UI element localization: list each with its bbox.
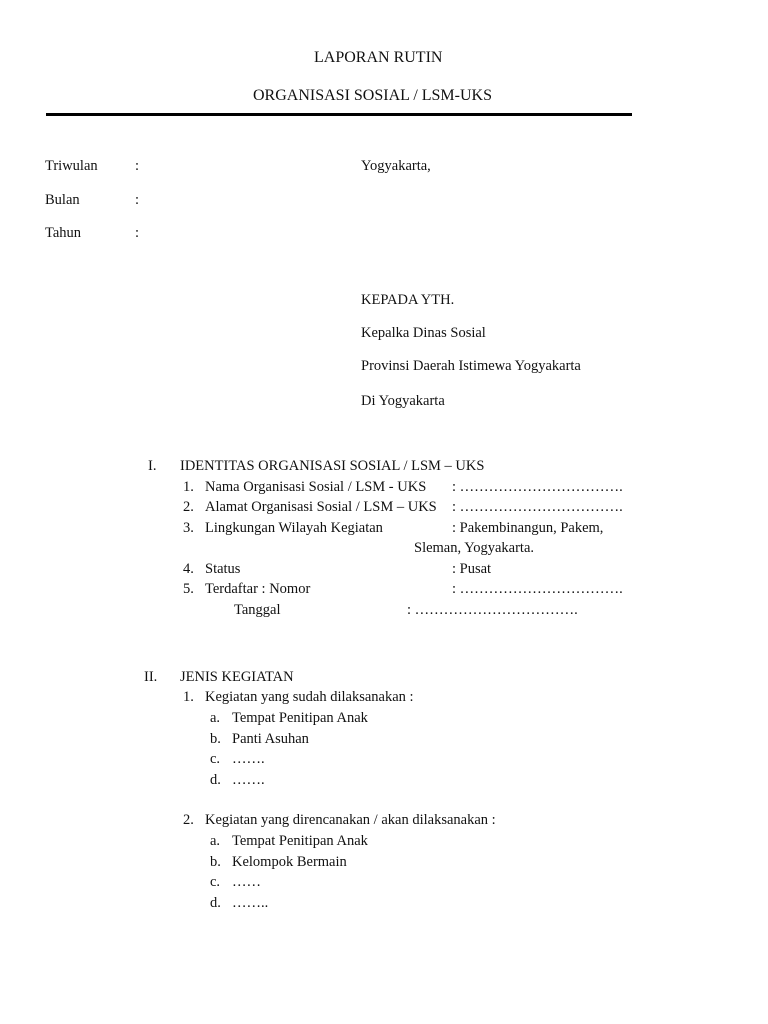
group-2-item-c-text: …… xyxy=(232,874,261,890)
tahun-colon: : xyxy=(135,225,140,241)
section-1-heading: IDENTITAS ORGANISASI SOSIAL / LSM – UKS xyxy=(180,458,485,474)
section-1-item-2-label: Alamat Organisasi Sosial / LSM – UKS xyxy=(205,499,437,515)
group-2-label: Kegiatan yang direncanakan / akan dilaksanakan : xyxy=(205,812,496,828)
group-2-item-c-letter: c. xyxy=(210,874,221,890)
group-1-item-b-text: Panti Asuhan xyxy=(232,731,309,747)
group-2-item-d-letter: d. xyxy=(210,895,221,911)
document-title: LAPORAN RUTIN xyxy=(314,49,443,66)
section-1-item-4-number: 4. xyxy=(183,561,194,577)
section-1-item-3-number: 3. xyxy=(183,520,194,536)
section-1-item-3-value-continued: Sleman, Yogyakarta. xyxy=(414,540,535,556)
section-1-item-2-number: 2. xyxy=(183,499,194,515)
place-date: Yogyakarta, xyxy=(361,158,431,174)
group-2-item-b-text: Kelompok Bermain xyxy=(232,854,347,870)
group-1-item-a-text: Tempat Penitipan Anak xyxy=(232,710,368,726)
group-2-item-b-letter: b. xyxy=(210,854,221,870)
tahun-label: Tahun xyxy=(45,225,82,241)
group-1-label: Kegiatan yang sudah dilaksanakan : xyxy=(205,689,414,705)
section-2-numeral: II. xyxy=(144,669,158,685)
section-1-item-5-label: Terdaftar : Nomor xyxy=(205,581,311,597)
group-2-item-a-text: Tempat Penitipan Anak xyxy=(232,833,368,849)
group-1-item-d-letter: d. xyxy=(210,772,221,788)
section-1-item-4-label: Status xyxy=(205,561,241,577)
recipient-line-3: Provinsi Daerah Istimewa Yogyakarta xyxy=(361,358,581,374)
section-1-item-2-value: : ……………………………. xyxy=(452,499,623,515)
recipient-line-2: Kepalka Dinas Sosial xyxy=(361,325,486,341)
group-1-number: 1. xyxy=(183,689,194,705)
section-1-item-1-value: : ……………………………. xyxy=(452,479,623,495)
recipient-line-4: Di Yogyakarta xyxy=(361,393,445,409)
recipient-line-1: KEPADA YTH. xyxy=(361,292,455,308)
section-1-item-4-value: : Pusat xyxy=(452,561,492,577)
group-2-number: 2. xyxy=(183,812,194,828)
header-rule xyxy=(46,113,632,116)
bulan-label: Bulan xyxy=(45,192,80,208)
group-1-item-b-letter: b. xyxy=(210,731,221,747)
section-1-item-5-number: 5. xyxy=(183,581,194,597)
group-1-item-d-text: ……. xyxy=(232,772,265,788)
group-1-item-a-letter: a. xyxy=(210,710,221,726)
group-2-item-d-text: …….. xyxy=(232,895,269,911)
group-1-item-c-letter: c. xyxy=(210,751,221,767)
tanggal-value: : ……………………………. xyxy=(407,602,578,618)
group-2-item-a-letter: a. xyxy=(210,833,221,849)
triwulan-colon: : xyxy=(135,158,140,174)
section-1-item-3-value: : Pakembinangun, Pakem, xyxy=(452,520,604,536)
section-1-item-5-value: : ……………………………. xyxy=(452,581,623,597)
section-1-numeral: I. xyxy=(148,458,157,474)
triwulan-label: Triwulan xyxy=(45,158,98,174)
section-2-heading: JENIS KEGIATAN xyxy=(180,669,294,685)
section-1-item-1-number: 1. xyxy=(183,479,194,495)
bulan-colon: : xyxy=(135,192,140,208)
document-subtitle: ORGANISASI SOSIAL / LSM-UKS xyxy=(253,87,492,104)
section-1-item-3-label: Lingkungan Wilayah Kegiatan xyxy=(205,520,383,536)
group-1-item-c-text: ……. xyxy=(232,751,265,767)
tanggal-label: Tanggal xyxy=(234,602,281,618)
section-1-item-1-label: Nama Organisasi Sosial / LSM - UKS xyxy=(205,479,427,495)
